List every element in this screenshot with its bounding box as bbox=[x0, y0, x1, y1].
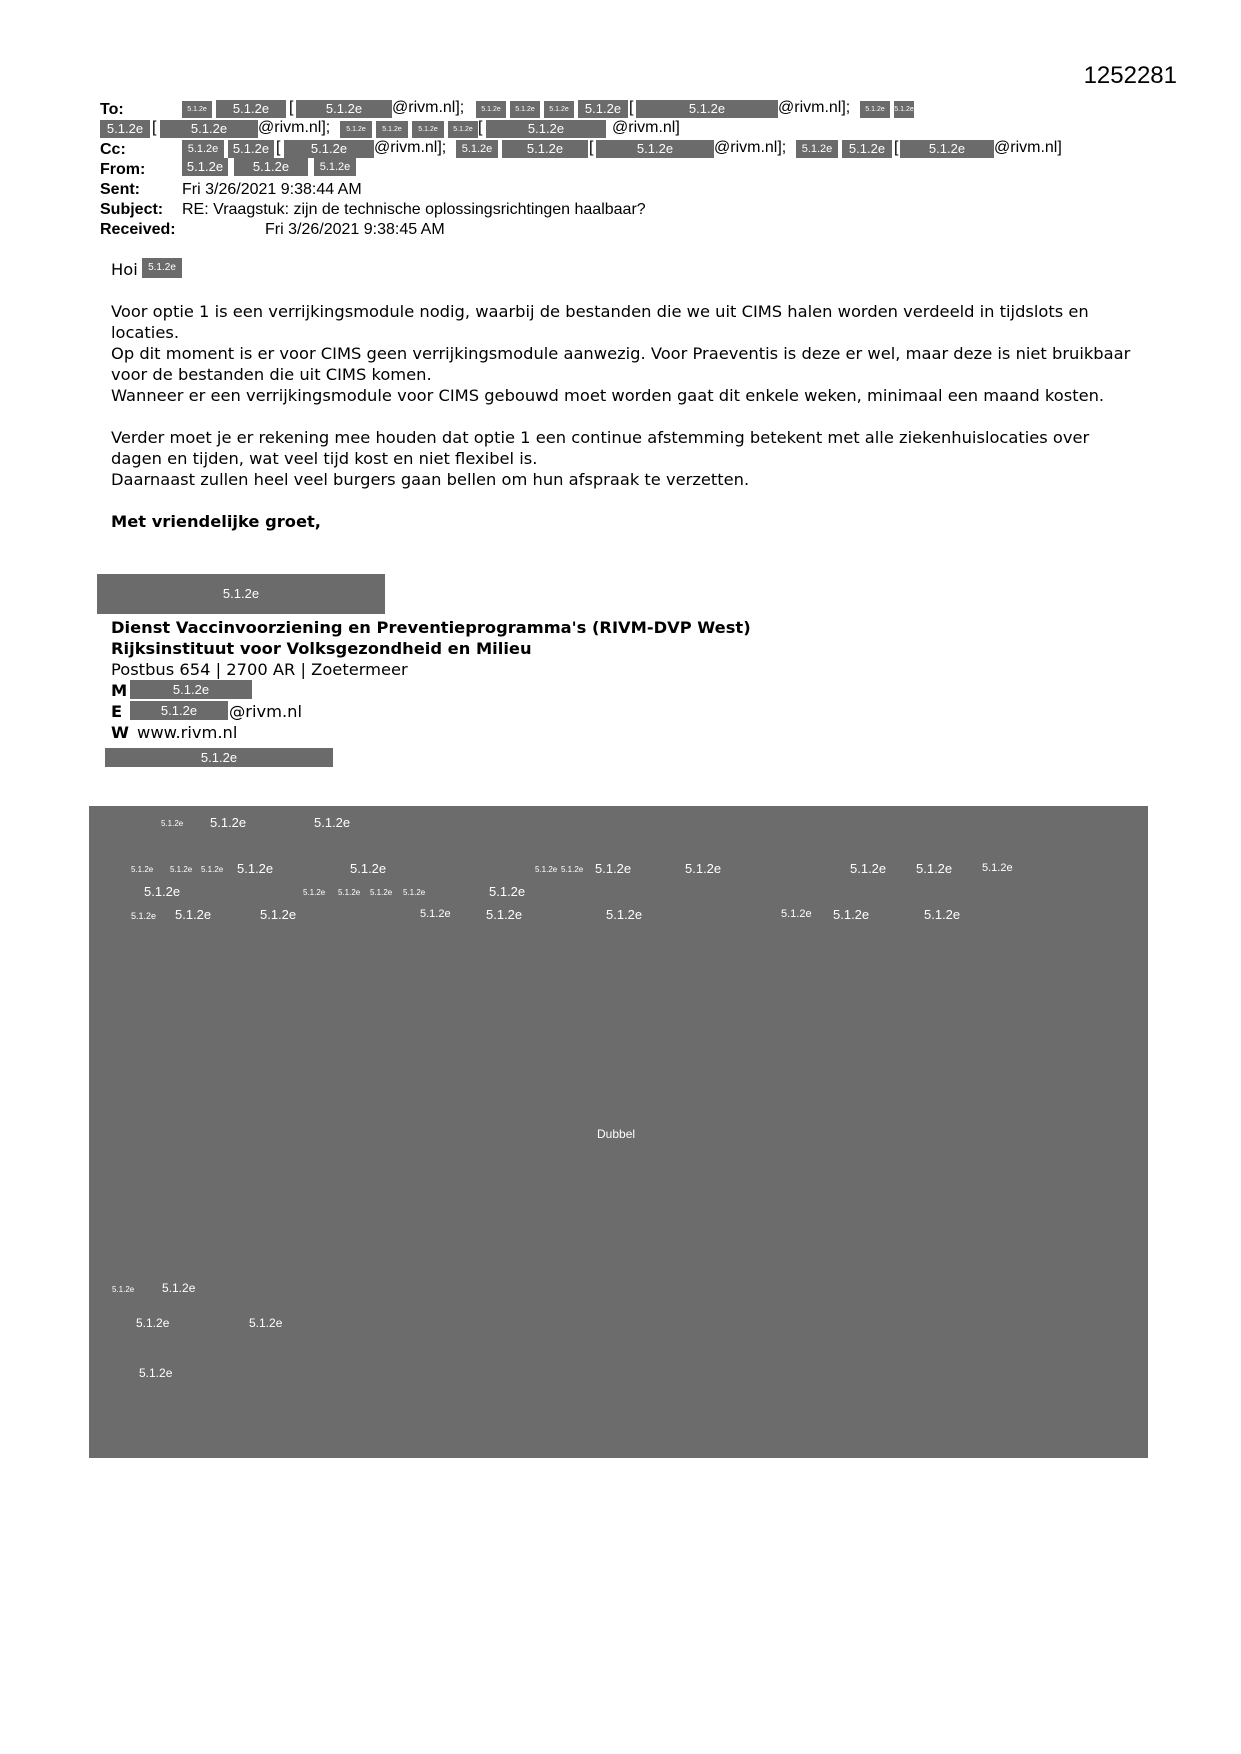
bracket: [ bbox=[276, 139, 281, 156]
redaction: 5.1.2e bbox=[510, 101, 540, 118]
redaction: 5.1.2e bbox=[636, 100, 778, 118]
from-label: From: bbox=[100, 161, 146, 178]
redaction: 5.1.2e bbox=[182, 140, 224, 158]
redaction-label: 5.1.2e bbox=[833, 907, 870, 922]
redaction: 5.1.2e bbox=[97, 574, 385, 614]
email-domain: @rivm.nl]; bbox=[778, 99, 851, 116]
bracket: [ bbox=[629, 99, 634, 116]
signature-m-label: M bbox=[111, 681, 128, 700]
email-domain: @rivm.nl]; bbox=[258, 119, 331, 136]
paragraph: Voor optie 1 is een verrijkingsmodule nodig, waarbij de bestanden die we uit CIMS halen worden verdeeld in tijdslots en locaties. bbox=[111, 302, 1089, 342]
redaction: 5.1.2e bbox=[596, 140, 714, 158]
paragraph: Daarnaast zullen heel veel burgers gaan bellen om hun afspraak te verzetten. bbox=[111, 470, 750, 489]
paragraph: Op dit moment is er voor CIMS geen verrijkingsmodule aanwezig. Voor Praeventis is deze er wel, maar deze is niet bruikbaar voor de bestanden die uit CIMS komen. bbox=[111, 344, 1131, 384]
paragraph: Verder moet je er rekening mee houden dat optie 1 een continue afstemming betekent met alle ziekenhuislocaties over dagen en tijden, wat veel tijd kost en niet flexibel is. bbox=[111, 428, 1090, 468]
email-domain: @rivm.nl]; bbox=[714, 139, 787, 156]
signature-e-label: E bbox=[111, 702, 123, 721]
redaction-label: 5.1.2e bbox=[850, 861, 887, 876]
signature-org2: Rijksinstituut voor Volksgezondheid en Milieu bbox=[111, 639, 532, 658]
redaction: 5.1.2e bbox=[284, 140, 374, 158]
bracket: [ bbox=[152, 119, 157, 136]
redaction-label: 5.1.2e bbox=[338, 888, 361, 897]
closing: Met vriendelijke groet, bbox=[111, 512, 321, 531]
bracket: [ bbox=[589, 139, 594, 156]
redaction-label: 5.1.2e bbox=[403, 888, 426, 897]
redaction: 5.1.2e bbox=[234, 158, 308, 176]
redaction: 5.1.2e bbox=[796, 140, 838, 158]
redaction-label: 5.1.2e bbox=[486, 907, 523, 922]
redaction: 5.1.2e bbox=[456, 140, 498, 158]
redaction: 5.1.2e bbox=[314, 158, 356, 176]
redaction: 5.1.2e bbox=[160, 120, 258, 138]
redaction: 5.1.2e bbox=[842, 140, 892, 158]
redaction-label: 5.1.2e bbox=[606, 907, 643, 922]
email-domain: @rivm.nl]; bbox=[374, 139, 447, 156]
redaction: 5.1.2e bbox=[502, 140, 588, 158]
redaction-label: 5.1.2e bbox=[350, 861, 387, 876]
document-number: 1252281 bbox=[1083, 62, 1177, 89]
redaction: 5.1.2e bbox=[486, 120, 606, 138]
redaction: 5.1.2e bbox=[296, 100, 392, 118]
redaction-label: 5.1.2e bbox=[314, 815, 351, 830]
redaction: 5.1.2e bbox=[216, 100, 286, 118]
signature-website-link[interactable]: www.rivm.nl bbox=[137, 723, 238, 742]
redaction-label: 5.1.2e bbox=[982, 862, 1013, 874]
redaction-label: 5.1.2e bbox=[175, 907, 212, 922]
redaction: 5.1.2e bbox=[182, 101, 212, 118]
redaction: 5.1.2e bbox=[376, 121, 408, 138]
bracket: [ bbox=[289, 99, 294, 116]
redaction: 5.1.2e bbox=[130, 701, 228, 720]
redaction-label: 5.1.2e bbox=[561, 865, 584, 874]
email-domain: @rivm.nl]; bbox=[392, 99, 465, 116]
redaction-label: 5.1.2e bbox=[161, 819, 184, 828]
cc-label: Cc: bbox=[100, 141, 126, 158]
signature-org1: Dienst Vaccinvoorziening en Preventieprogramma's (RIVM-DVP West) bbox=[111, 618, 751, 637]
redaction-label: 5.1.2e bbox=[685, 861, 722, 876]
redaction-label: 5.1.2e bbox=[210, 815, 247, 830]
redaction: 5.1.2e bbox=[142, 258, 182, 278]
email-body bbox=[111, 301, 1136, 532]
redaction: 5.1.2e bbox=[182, 158, 228, 176]
redaction-label: 5.1.2e bbox=[420, 908, 451, 920]
redaction-label: 5.1.2e bbox=[249, 1316, 283, 1330]
redaction-label: 5.1.2e bbox=[924, 907, 961, 922]
redaction-label: 5.1.2e bbox=[139, 1366, 173, 1380]
redaction: 5.1.2e bbox=[100, 120, 150, 138]
to-label: To: bbox=[100, 101, 124, 118]
redaction: 5.1.2e bbox=[544, 101, 574, 118]
redaction-label: 5.1.2e bbox=[237, 861, 274, 876]
redaction-label: 5.1.2e bbox=[136, 1316, 170, 1330]
sent-value: Fri 3/26/2021 9:38:44 AM bbox=[182, 181, 362, 198]
redaction: 5.1.2e bbox=[130, 680, 252, 699]
redaction-label: 5.1.2e bbox=[370, 888, 393, 897]
subject-value: RE: Vraagstuk: zijn de technische oplossingsrichtingen haalbaar? bbox=[182, 201, 646, 218]
redaction-label: 5.1.2e bbox=[201, 865, 224, 874]
email-domain: @rivm.nl] bbox=[994, 139, 1062, 156]
subject-label: Subject: bbox=[100, 201, 164, 218]
received-value: Fri 3/26/2021 9:38:45 AM bbox=[265, 221, 445, 238]
redaction-label: 5.1.2e bbox=[162, 1281, 196, 1295]
redaction-label: 5.1.2e bbox=[489, 884, 526, 899]
sent-label: Sent: bbox=[100, 181, 140, 198]
redaction-label: 5.1.2e bbox=[131, 911, 157, 921]
block-center-text: Dubbel bbox=[597, 1127, 636, 1141]
redaction-label: 5.1.2e bbox=[595, 861, 632, 876]
redaction: 5.1.2e bbox=[340, 121, 372, 138]
redaction-label: 5.1.2e bbox=[916, 861, 953, 876]
email-domain: @rivm.nl] bbox=[612, 119, 680, 136]
redaction: 5.1.2e bbox=[578, 100, 628, 118]
redaction: 5.1.2e bbox=[105, 748, 333, 767]
redaction-label: 5.1.2e bbox=[303, 888, 326, 897]
bracket: [ bbox=[894, 139, 899, 156]
signature-address: Postbus 654 | 2700 AR | Zoetermeer bbox=[111, 660, 408, 679]
redaction-label: 5.1.2e bbox=[112, 1285, 135, 1294]
redaction-label: 5.1.2e bbox=[535, 865, 558, 874]
received-label: Received: bbox=[100, 221, 176, 238]
redacted-block bbox=[89, 806, 1148, 1458]
greeting-line bbox=[111, 259, 138, 280]
redaction: 5.1.2e bbox=[228, 140, 274, 158]
redaction: 5.1.2e bbox=[860, 101, 890, 118]
greeting: Hoi bbox=[111, 260, 138, 279]
bracket: [ bbox=[478, 119, 483, 136]
redaction: 5.1.2e bbox=[448, 121, 478, 138]
redaction-label: 5.1.2e bbox=[260, 907, 297, 922]
redaction: 5.1.2e bbox=[412, 121, 444, 138]
redaction-label: 5.1.2e bbox=[170, 865, 193, 874]
signature-w-label: W bbox=[111, 723, 129, 742]
redaction: 5.1.2e bbox=[900, 140, 994, 158]
redaction: 5.1.2e bbox=[894, 101, 914, 118]
redaction-label: 5.1.2e bbox=[144, 884, 181, 899]
redaction-label: 5.1.2e bbox=[781, 908, 812, 920]
paragraph: Wanneer er een verrijkingsmodule voor CIMS gebouwd moet worden gaat dit enkele weken, minimaal een maand kosten. bbox=[111, 386, 1105, 405]
redaction-label: 5.1.2e bbox=[131, 865, 154, 874]
redaction: 5.1.2e bbox=[476, 101, 506, 118]
signature-email-link[interactable]: @rivm.nl bbox=[229, 702, 303, 721]
